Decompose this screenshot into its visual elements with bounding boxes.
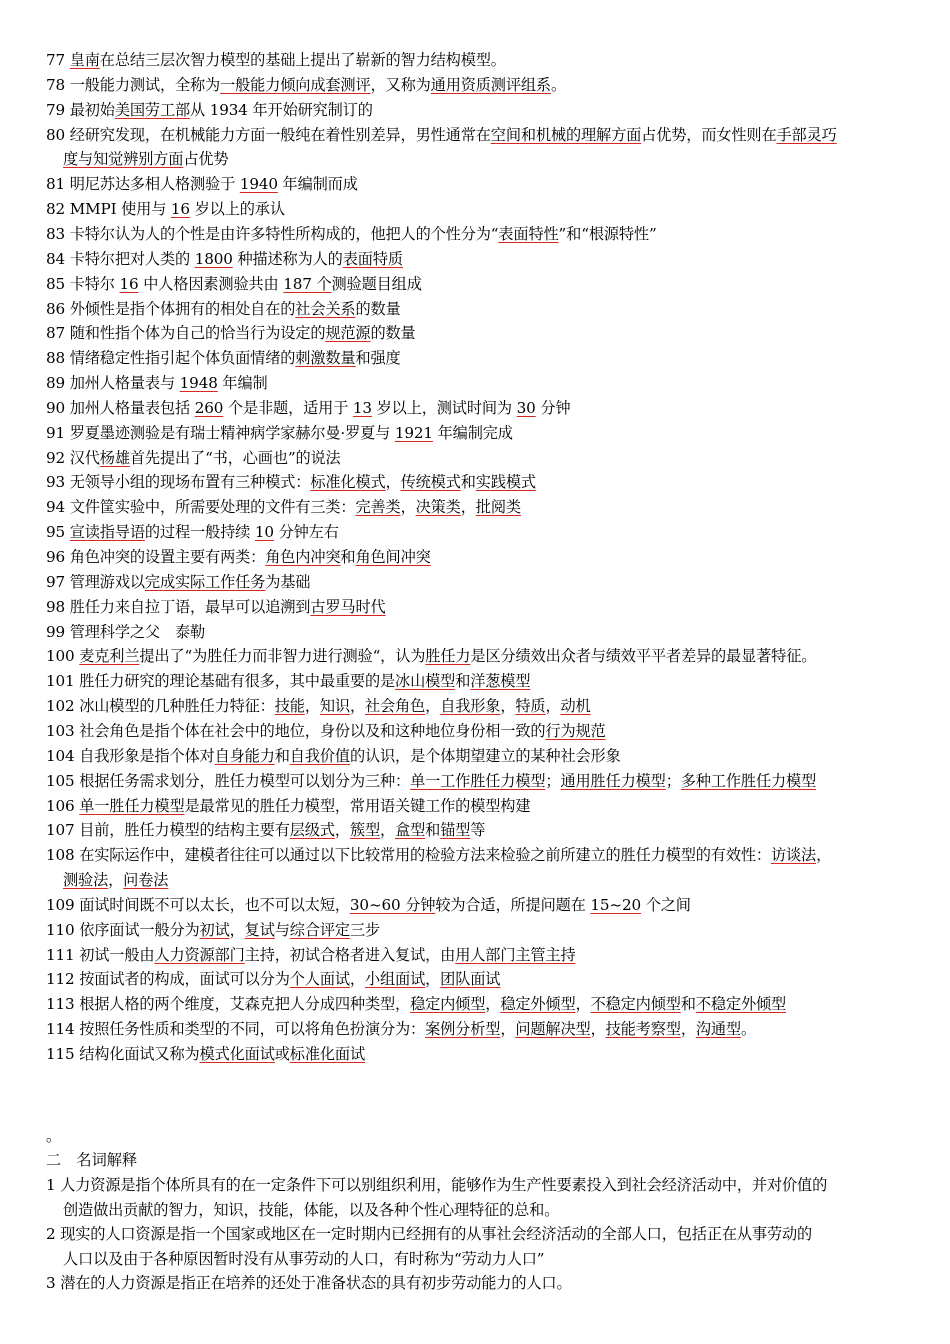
item-number: 86 [46, 299, 66, 318]
statement-text: ， [500, 697, 516, 716]
answer-key-text: 1948 [179, 374, 218, 393]
statement-text: 和 [274, 746, 290, 765]
statement-text: 在总结三层次智力模型的基础上提出了崭新的智力结构模型。 [99, 51, 506, 69]
question-item-88 [46, 348, 916, 368]
statement-text: ，又称为 [370, 75, 431, 94]
answer-key-text: 胜任力 [425, 647, 471, 666]
answer-key-text: 小组面试 [364, 970, 426, 989]
statement-text: 个之间 [641, 895, 691, 914]
question-item-103 [46, 721, 916, 741]
question-item-83 [46, 224, 916, 244]
answer-key-text: 案例分析型 [425, 1020, 501, 1039]
answer-key-text: 杨雄 [99, 448, 130, 467]
answer-key-text: 单一工作胜任力模型 [410, 771, 546, 790]
statement-text: 从 1934 年开始研究制订的 [190, 100, 373, 119]
answer-key-text: 批阅类 [475, 498, 521, 517]
statement-text: 是区分绩效出众者与绩效平平者差异的最显著特征。 [470, 647, 817, 666]
question-item-85 [46, 274, 916, 294]
definition-item-1-continued [63, 1200, 933, 1220]
statement-text: 明尼苏达多相人格测验于 [69, 175, 240, 194]
item-number: 105 [46, 771, 75, 790]
statement-text: 提出了“为胜任力而非智力进行测验“，认为 [139, 647, 426, 666]
statement-text: 的数量 [370, 324, 416, 343]
statement-text: 和 [425, 821, 441, 840]
question-item-94 [46, 497, 916, 517]
statement-text: ， [304, 697, 320, 716]
item-number: 88 [46, 349, 66, 368]
definition-item-3 [46, 1273, 916, 1293]
item-number: 87 [46, 324, 66, 343]
statement-text: 的数量 [355, 299, 401, 318]
question-item-96 [46, 547, 916, 567]
statement-text: 分钟左右 [273, 523, 339, 542]
answer-key-text: 皇南 [69, 51, 100, 69]
answer-key-text: 冰山模型 [395, 672, 456, 691]
answer-key-text: 10 [254, 523, 274, 542]
answer-key-text: 15~20 [590, 895, 642, 914]
statement-text: ， [590, 1020, 606, 1039]
statement-text: ， [349, 970, 365, 989]
statement-text: ， [575, 995, 591, 1014]
answer-key-text: 稳定外倾型 [500, 995, 576, 1014]
statement-text: 外倾性是指个体拥有的相处自在的 [69, 299, 296, 318]
statement-text: ”和“根源特性” [558, 224, 657, 243]
item-number: 3 [46, 1274, 56, 1292]
answer-key-text: 规范源 [325, 324, 371, 343]
statement-text: 种描述称为人的 [232, 249, 343, 268]
item-number: 77 [46, 51, 66, 69]
statement-text: 个是非题，适用于 [223, 398, 353, 417]
answer-key-text: 层级式 [289, 821, 335, 840]
definition-text: 潜在的人力资源是指正在培养的还处于准备状态的具有初步劳动能力的人口。 [60, 1274, 572, 1292]
answer-key-text: 动机 [560, 697, 591, 716]
item-number: 104 [46, 746, 75, 765]
statement-text: 社会角色是指个体在社会中的地位，身份以及和这种地位身份相一致的 [79, 721, 546, 740]
question-item-82 [46, 199, 916, 219]
statement-text: 三步 [349, 920, 381, 939]
statement-text: 加州人格量表与 [69, 374, 180, 393]
statement-text: 角色冲突的设置主要有两类： [69, 548, 266, 566]
question-item-91 [46, 423, 916, 443]
statement-text: 较为合适，所提问题在 [435, 895, 591, 914]
item-number: 101 [46, 672, 75, 691]
answer-key-text: 盒型 [395, 821, 426, 840]
statement-text: 分钟 [535, 398, 571, 417]
answer-key-text: 手部灵巧 [776, 125, 837, 144]
question-item-105 [46, 771, 916, 791]
answer-key-text: 问卷法 [123, 871, 169, 890]
question-item-106 [46, 796, 916, 816]
question-item-78 [46, 75, 916, 95]
item-number: 106 [46, 796, 75, 815]
answer-key-text: 决策类 [415, 498, 461, 517]
statement-text: 占优势 [183, 150, 229, 169]
answer-key-text: 不稳定内倾型 [590, 995, 681, 1014]
answer-key-text: 1921 [394, 423, 433, 442]
question-item-102 [46, 696, 916, 716]
item-number: 2 [46, 1225, 56, 1243]
answer-key-text: 角色间冲突 [355, 548, 431, 566]
statement-text: 与 [274, 920, 290, 939]
answer-key-text: 簇型 [349, 821, 381, 840]
answer-key-text: 问题解决型 [515, 1020, 591, 1039]
statement-text: 为基础 [265, 572, 311, 591]
statement-text: ， [349, 697, 365, 716]
statement-text: 一般能力测试，全称为 [69, 75, 221, 94]
answer-key-text: 访谈法 [770, 846, 817, 865]
statement-text: ， [229, 920, 245, 939]
answer-key-text: 通用资质测评组系 [430, 75, 551, 94]
answer-key-text: 通用胜任力模型 [560, 771, 666, 790]
question-item-109 [46, 895, 916, 915]
answer-key-text: 16 [119, 274, 139, 293]
item-number: 102 [46, 697, 75, 716]
answer-key-text: 16 [170, 200, 190, 219]
item-number: 1 [46, 1176, 56, 1194]
statement-text: ， [816, 846, 832, 865]
answer-key-text: 初试 [199, 920, 230, 939]
statement-text: 或 [274, 1045, 290, 1063]
question-item-80 [46, 125, 916, 145]
statement-text: 汉代 [69, 448, 100, 467]
definition-text: 人力资源是指个体所具有的在一定条件下可以别组织利用，能够作为生产性要素投入到社会经济活动中，并对价值的 [60, 1176, 828, 1194]
item-number: 109 [46, 895, 75, 914]
statement-text: 面试时间既不可以太长，也不可以太短， [79, 895, 350, 914]
statement-text: MMPI 使用与 [69, 200, 171, 219]
answer-key-text: 特质 [515, 697, 546, 716]
answer-key-text: 测验法 [63, 871, 109, 890]
statement-text: 依序面试一般分为 [79, 920, 200, 939]
item-number: 114 [46, 1020, 75, 1039]
item-number: 103 [46, 721, 75, 740]
item-number: 111 [46, 945, 75, 964]
statement-text: 情绪稳定性指引起个体负面情绪的 [69, 349, 296, 368]
statement-text: 测验题目组成 [331, 274, 422, 293]
statement-text: ； [665, 771, 681, 790]
statement-text: 胜任力研究的理论基础有很多，其中最重要的是 [79, 672, 396, 691]
answer-key-text: 度与知觉辨别方面 [63, 150, 184, 169]
statement-text: 根据人格的两个维度，艾森克把人分成四种类型， [79, 995, 411, 1014]
item-number: 115 [46, 1045, 75, 1063]
answer-key-text: 社会角色 [364, 697, 426, 716]
item-number: 91 [46, 423, 66, 442]
item-number: 84 [46, 249, 66, 268]
answer-key-text: 1800 [194, 249, 233, 268]
answer-key-text: 社会关系 [295, 299, 356, 318]
statement-text: 卡特尔把对人类的 [69, 249, 195, 268]
statement-text: 最初始 [69, 100, 115, 119]
item-number: 94 [46, 498, 66, 517]
statement-text: 自我形象是指个体对 [79, 746, 215, 765]
statement-text: 卡特尔认为人的个性是由许多特性所构成的，他把人的个性分为“ [69, 224, 499, 243]
answer-key-text: 自身能力 [214, 746, 275, 765]
question-item-79 [46, 100, 916, 120]
answer-key-text: 表面特性 [498, 224, 559, 243]
question-item-100 [46, 646, 916, 666]
statement-text: ， [400, 498, 416, 517]
item-number: 113 [46, 995, 75, 1014]
question-item-99 [46, 622, 916, 642]
item-number: 107 [46, 821, 75, 840]
answer-key-text: 团队面试 [440, 970, 501, 989]
item-number: 108 [46, 846, 75, 865]
statement-text: ， [425, 970, 441, 989]
item-number: 89 [46, 374, 66, 393]
question-item-97 [46, 572, 916, 592]
answer-key-text: 表面特质 [342, 249, 403, 268]
statement-text: 目前，胜任力模型的结构主要有 [79, 821, 290, 840]
item-number: 80 [46, 125, 66, 144]
answer-key-text: 标准化面试 [289, 1045, 365, 1063]
question-item-107 [46, 820, 916, 840]
statement-text: 罗夏墨迹测验是有瑞士精神病学家赫尔曼·罗夏与 [69, 423, 395, 442]
statement-text: 在实际运作中，建模者往往可以通过以下比较常用的检验方法来检验之前所建立的胜任力模型的有效性： [79, 846, 771, 865]
answer-key-text: 技能考察型 [605, 1020, 681, 1039]
question-item-87 [46, 323, 916, 343]
item-number: 83 [46, 224, 66, 243]
answer-key-text: 个人面试 [289, 970, 350, 989]
question-item-104 [46, 746, 916, 766]
question-item-114 [46, 1019, 916, 1039]
item-number: 78 [46, 75, 66, 94]
statement-text: 的过程一般持续 [144, 523, 255, 542]
question-item-115 [46, 1044, 916, 1064]
item-number: 90 [46, 398, 66, 417]
answer-key-text: 多种工作胜任力模型 [680, 771, 817, 790]
statement-text: 随和性指个体为自己的恰当行为设定的 [69, 324, 326, 343]
statement-text: 等 [470, 821, 486, 840]
question-item-81 [46, 174, 916, 194]
answer-key-text: 187 个 [283, 274, 332, 293]
statement-text: ， [460, 498, 476, 517]
answer-key-text: 知识 [319, 697, 350, 716]
statement-text: ， [385, 473, 401, 492]
item-number: 92 [46, 448, 66, 467]
answer-key-text: 30~60 分钟 [349, 895, 436, 914]
statement-text: ； [545, 771, 561, 790]
statement-text: 和 [680, 995, 696, 1014]
statement-text: 主持，初试合格者进入复试，由 [244, 945, 456, 964]
statement-text: 根据任务需求划分，胜任力模型可以划分为三种： [79, 771, 411, 790]
statement-text: 占优势，而女性则在 [641, 125, 777, 144]
question-item-80-continued [63, 149, 933, 169]
statement-text: 管理游戏以 [69, 572, 145, 591]
statement-text: 是最常见的胜任力模型，常用语关键工作的模型构建 [184, 796, 531, 815]
answer-key-text: 沟通型 [695, 1020, 741, 1039]
statement-text: 首先提出了“书，心画也”的说法 [129, 448, 341, 467]
statement-text: 。 [740, 1020, 757, 1039]
item-number: 95 [46, 523, 66, 542]
statement-text: 初试一般由 [79, 945, 155, 964]
answer-key-text: 完成实际工作任务 [144, 572, 266, 591]
statement-text: 加州人格量表包括 [69, 398, 195, 417]
statement-text: 胜任力来自拉丁语，最早可以追溯到 [69, 597, 311, 616]
question-item-101 [46, 671, 916, 691]
statement-text: 和 [340, 548, 356, 566]
statement-text: 卡特尔 [69, 274, 120, 293]
item-number: 96 [46, 548, 66, 566]
answer-key-text: 宣读指导语 [69, 523, 145, 542]
statement-text: 年编制完成 [432, 423, 513, 442]
statement-text: 和强度 [355, 349, 401, 368]
answer-key-text: 行为规范 [545, 721, 606, 740]
answer-key-text: 260 [194, 398, 224, 417]
item-number: 99 [46, 622, 66, 641]
answer-key-text: 1940 [239, 175, 278, 194]
answer-key-text: 自我形象 [440, 697, 501, 716]
item-number: 82 [46, 200, 66, 219]
answer-key-text: 锚型 [440, 821, 471, 840]
statement-text: 中人格因素测验共由 [138, 274, 284, 293]
question-item-111 [46, 945, 916, 965]
statement-text: ， [380, 821, 396, 840]
item-number: 93 [46, 473, 66, 492]
answer-key-text: 角色内冲突 [265, 548, 341, 566]
answer-key-text: 单一胜任力模型 [79, 796, 185, 815]
answer-key-text: 用人部门主管主持 [455, 945, 576, 964]
question-item-92 [46, 448, 916, 468]
question-item-112 [46, 969, 916, 989]
question-item-90 [46, 398, 916, 418]
answer-key-text: 不稳定外倾型 [695, 995, 787, 1014]
definition-text: 创造做出贡献的智力，知识，技能，体能，以及各种个性心理特征的总和。 [63, 1200, 560, 1219]
section-heading: 二 名词解释 [46, 1151, 138, 1169]
question-item-108 [46, 845, 916, 865]
statement-text: 冰山模型的几种胜任力特征： [79, 697, 275, 716]
answer-key-text: 综合评定 [289, 920, 350, 939]
definition-text: 现实的人口资源是指一个国家或地区在一定时期内已经拥有的从事社会经济活动的全部人口，包括正在从事劳动的 [60, 1225, 813, 1243]
answer-key-text: 技能 [274, 697, 305, 716]
statement-text: ， [425, 697, 441, 716]
question-item-113 [46, 994, 916, 1014]
answer-key-text: 人力资源部门 [154, 945, 245, 964]
statement-text: 按照任务性质和类型的不同，可以将角色扮演分为： [79, 1020, 426, 1039]
item-number: 97 [46, 572, 66, 591]
item-number: 112 [46, 970, 75, 989]
statement-text: 岁以上的承认 [189, 200, 285, 219]
answer-key-text: 空间和机械的理解方面 [490, 125, 642, 144]
stray-punctuation: 。 [46, 1127, 62, 1145]
definition-item-2 [46, 1224, 916, 1244]
definition-item-2-continued [63, 1249, 933, 1269]
answer-key-text: 模式化面试 [199, 1045, 275, 1063]
statement-text: ， [500, 1020, 516, 1039]
statement-text: 结构化面试又称为 [79, 1045, 200, 1063]
item-number: 110 [46, 920, 75, 939]
statement-text: 的认识，是个体期望建立的某种社会形象 [349, 746, 621, 765]
question-item-110 [46, 920, 916, 940]
answer-key-text: 标准化模式 [310, 473, 386, 492]
answer-key-text: 麦克利兰 [79, 647, 140, 666]
answer-key-text: 古罗马时代 [310, 597, 386, 616]
statement-text: 岁以上，测试时间为 [371, 398, 517, 417]
item-number: 100 [46, 647, 75, 666]
statement-text: ， [108, 871, 124, 890]
answer-key-text: 自我价值 [289, 746, 350, 765]
statement-text: 管理科学之父 泰勒 [69, 622, 206, 641]
definition-item-1 [46, 1175, 916, 1195]
item-number: 81 [46, 175, 66, 194]
question-item-77 [46, 50, 916, 70]
answer-key-text: 复试 [244, 920, 275, 939]
answer-key-text: 传统模式 [400, 473, 461, 492]
statement-text: ， [680, 1020, 696, 1039]
statement-text: ， [545, 697, 561, 716]
statement-text: 年编制 [217, 374, 268, 393]
statement-text: 和 [460, 473, 476, 492]
item-number: 79 [46, 100, 66, 119]
statement-text: 经研究发现，在机械能力方面一般纯在着性别差异，男性通常在 [69, 125, 491, 144]
statement-text: 文件筐实验中，所需要处理的文件有三类： [69, 498, 356, 517]
question-item-95 [46, 522, 916, 542]
statement-text: ， [334, 821, 350, 840]
answer-key-text: 完善类 [355, 498, 401, 517]
question-item-108-continued [63, 870, 933, 890]
answer-key-text: 刺激数量 [295, 349, 356, 368]
answer-key-text: 洋葱模型 [470, 672, 531, 691]
definition-text: 人口以及由于各种原因暂时没有从事劳动的人口，有时称为“劳动力人口” [63, 1249, 545, 1268]
statement-text: 无领导小组的现场布置有三种模式： [69, 473, 311, 492]
item-number: 85 [46, 274, 66, 293]
statement-text: 。 [550, 75, 567, 94]
statement-text: ， [485, 995, 501, 1014]
answer-key-text: 13 [352, 398, 372, 417]
answer-key-text: 稳定内倾型 [410, 995, 486, 1014]
statement-text: 年编制而成 [277, 175, 358, 194]
question-item-86 [46, 299, 916, 319]
item-number: 98 [46, 597, 66, 616]
answer-key-text: 实践模式 [475, 473, 536, 492]
question-item-89 [46, 373, 916, 393]
question-item-93 [46, 472, 916, 492]
answer-key-text: 一般能力倾向成套测评 [220, 75, 371, 94]
statement-text: 和 [455, 672, 471, 691]
answer-key-text: 30 [516, 398, 536, 417]
question-item-98 [46, 597, 916, 617]
answer-key-text: 美国劳工部 [114, 100, 191, 119]
question-item-84 [46, 249, 916, 269]
statement-text: 按面试者的构成，面试可以分为 [79, 970, 290, 989]
